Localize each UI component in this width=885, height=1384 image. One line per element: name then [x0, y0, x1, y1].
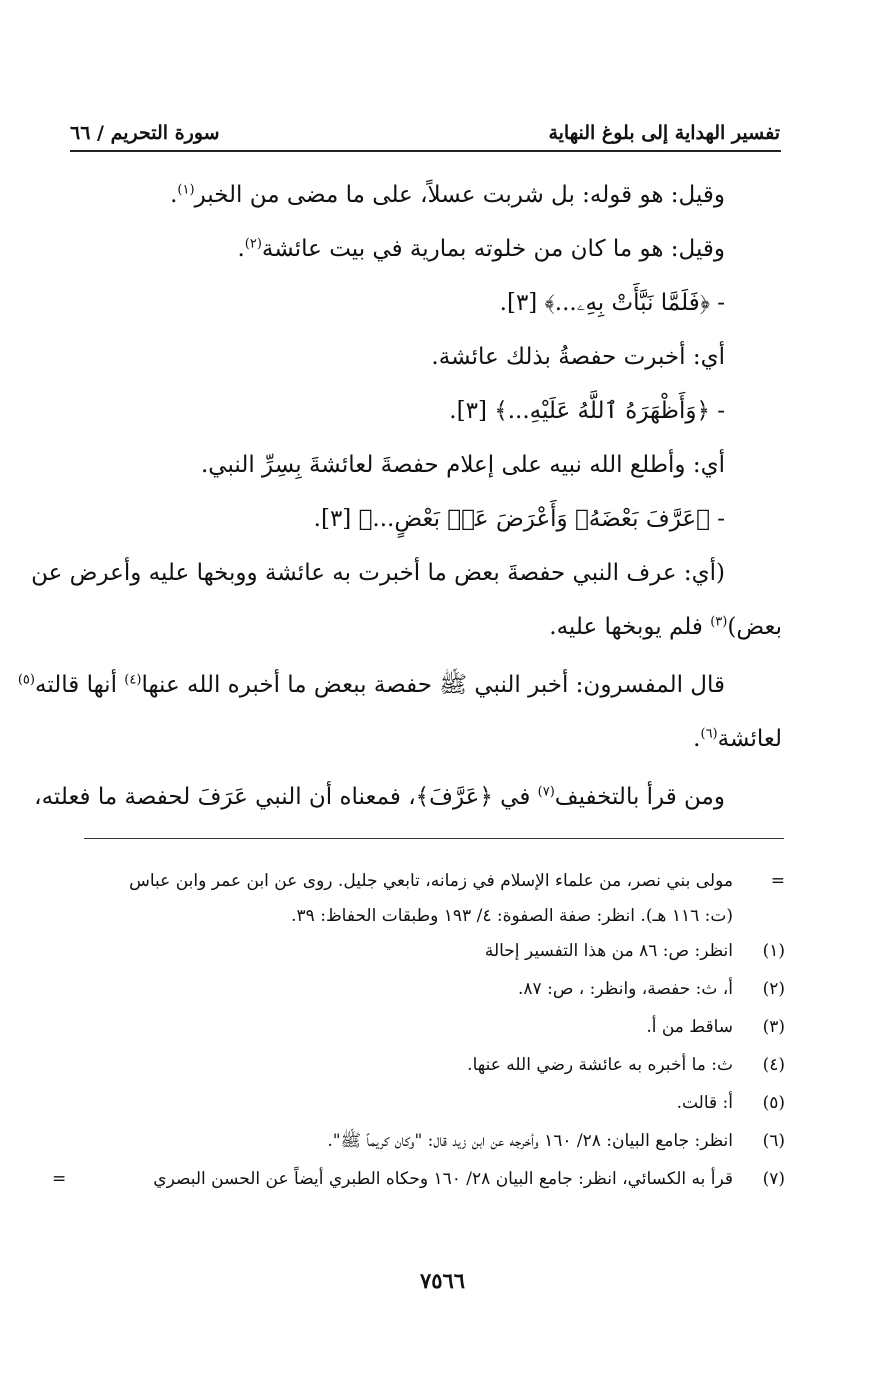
footnote-1 — [52, 932, 785, 970]
continuation-marker: = — [52, 1169, 67, 1189]
footnote-continuation-text: مولى بني نصر، من علماء الإسلام في زمانه، تابعي جليل. روى عن ابن عمر وابن عباس — [129, 871, 733, 891]
footnote-number: (٧) — [762, 1169, 785, 1189]
footnote-ref-5[interactable]: (٥) — [17, 672, 35, 688]
footnote-7 — [52, 1160, 785, 1198]
footnote-ref-7[interactable]: (٧) — [537, 784, 555, 800]
footnote-ref-4[interactable]: (٤) — [124, 672, 142, 688]
footnotes-section — [52, 862, 785, 1198]
text-line-4: أي: أخبرت حفصةُ بذلك عائشة. — [431, 344, 725, 370]
footnote-text: أ، ث: حفصة، وانظر: ، ص: ٨٧. — [518, 979, 733, 999]
running-header — [70, 108, 780, 144]
page-number: ٧٥٦٦ — [419, 1268, 466, 1293]
footnote-number: (٣) — [762, 1017, 785, 1037]
footnote-text: قرأ به الكسائي، انظر: جامع البيان ٢٨/ ١٦٠ وحكاه الطبري أيضاً عن الحسن البصري — [153, 1169, 733, 1189]
footnote-continuation — [52, 862, 785, 900]
text-line-1: وقيل: هو قوله: بل شربت عسلاً، على ما مضى من الخبر$^{(١)}$. — [170, 182, 725, 208]
footnote-text: انظر: جامع البيان: ٢٨/ ١٦٠ وأخرجه عن ابن زيد قال: "وكان كريماً ﷺ". — [327, 1131, 733, 1151]
footnote-text: انظر: ص: ٨٦ من هذا التفسير إحالة — [484, 941, 733, 961]
footnote-ref-6[interactable]: (٦) — [700, 726, 718, 742]
footnote-4 — [52, 1046, 785, 1084]
text-line-10: قال المفسرون: أخبر النبي ﷺ حفصة ببعض ما أخبره الله عنها$^{(٤)}$ أنها قالته$^{(٥)}$ — [17, 672, 725, 698]
text-line-2: وقيل: هو ما كان من خلوته بمارية في بيت عائشة$^{(٢)}$. — [237, 236, 725, 262]
footnote-text: ث: ما أخبره به عائشة رضي الله عنها. — [467, 1055, 733, 1075]
footnote-number: (٦) — [762, 1131, 785, 1151]
footnote-number: (٥) — [762, 1093, 785, 1113]
footnote-text-wrap — [52, 1160, 733, 1198]
quran-verse-line-2: - ﴿وَأَظْهَرَهُ ٱللَّهُ عَلَيْهِ...﴾ [٣]. — [449, 398, 725, 424]
book-title: تفسير الهداية إلى بلوغ النهاية — [548, 122, 780, 144]
footnote-ref-2[interactable]: (٢) — [244, 236, 262, 252]
footnote-ref-3[interactable]: (٣) — [710, 614, 728, 630]
header-rule — [70, 150, 781, 152]
text-line-9: بعض)$^{(٣)}$ فلم يوبخها عليه. — [549, 614, 782, 640]
quran-verse-line-1: - ﴿فَلَمَّا نَبَّأَتْ بِهِۦ...﴾ [٣]. — [499, 290, 725, 316]
footnote-5 — [52, 1084, 785, 1122]
footnote-continuation-line-2: (ت: ١١٦ هـ). انظر: صفة الصفوة: ٤/ ١٩٣ وطبقات الحفاظ: ٣٩. — [291, 906, 733, 926]
footnote-number: (٢) — [762, 979, 785, 999]
continuation-marker: = — [770, 871, 785, 891]
footnote-text: ساقط من أ. — [646, 1017, 733, 1037]
footnote-number: (٤) — [762, 1055, 785, 1075]
surah-info: سورة التحريم / ٦٦ — [70, 122, 220, 144]
footnote-6 — [52, 1122, 785, 1160]
footnote-text: أ: قالت. — [676, 1093, 733, 1113]
text-line-8: (أي: عرف النبي حفصةَ بعض ما أخبرت به عائشة ووبخها عليه وأعرض عن — [31, 560, 725, 586]
text-line-6: أي: وأطلع الله نبيه على إعلام حفصةَ لعائشةَ بِسِرِّ النبي. — [200, 452, 725, 478]
footnote-number: (١) — [762, 941, 785, 961]
text-line-12: ومن قرأ بالتخفيف$^{(٧)}$ في ﴿عَرَّفَ﴾، فمعناه أن النبي عَرَفَ لحفصة ما فعلته، — [34, 784, 725, 810]
footnote-separator — [84, 838, 784, 839]
text-line-11: لعائشة$^{(٦)}$. — [693, 726, 782, 752]
footnote-3 — [52, 1008, 785, 1046]
footnote-ref-1[interactable]: (١) — [177, 182, 195, 198]
main-text — [17, 168, 782, 824]
quran-verse-line-3: - ﴿عَرَّفَ بَعْضَهُۥ وَأَعْرَضَ عَنۢ بَعْضٍ...﴾ [٣]. — [313, 506, 725, 532]
footnote-2 — [52, 970, 785, 1008]
